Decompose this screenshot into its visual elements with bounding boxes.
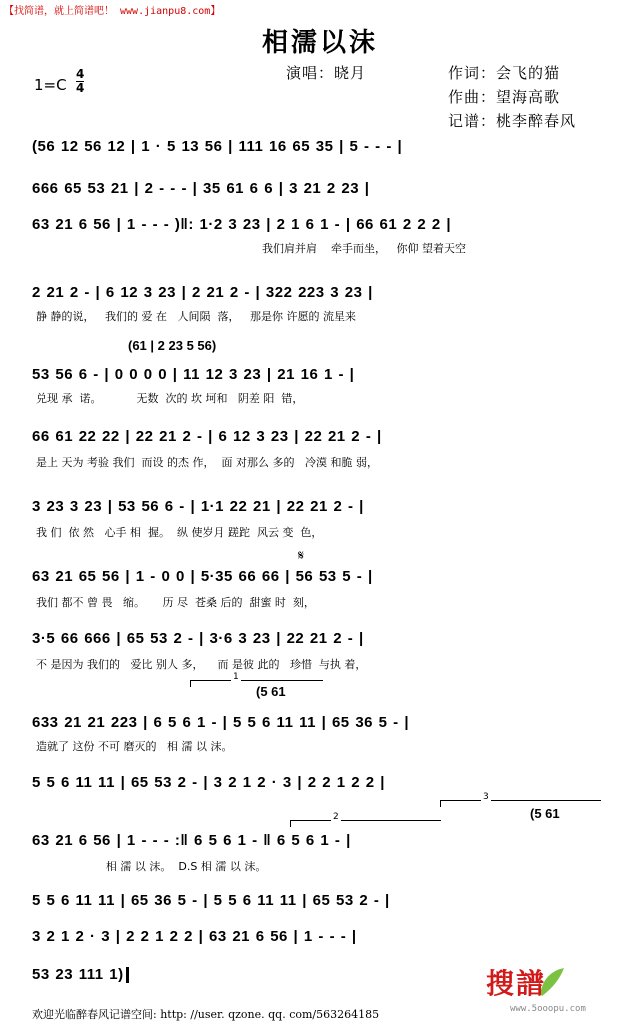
song-title: 相濡以沫 bbox=[261, 28, 378, 58]
lyric-line-9: 不 是因为 我们的 爱比 别人 多， 而 是彼 此的 珍惜 与执 着， bbox=[36, 658, 367, 671]
score-line-10 bbox=[32, 712, 608, 734]
volta-bracket-2 bbox=[290, 812, 441, 827]
key-signature: 1=C bbox=[34, 76, 67, 94]
notes: 3 23 3 23 | 53 56 6 - | 1·1 22 21 | 22 21 2 - | bbox=[32, 498, 364, 515]
score-line-2 bbox=[32, 178, 608, 200]
notes: (56 12 56 12 | 1 · 5 13 56 | 111 16 65 35 | 5 - - - | bbox=[32, 138, 403, 155]
time-sig-top: 4 bbox=[76, 67, 85, 81]
lyric-line-7: 我 们 依 然 心手 相 握。 纵 使岁月 蹉跎 风云 变 色， bbox=[36, 526, 323, 539]
score-line-6 bbox=[32, 426, 608, 448]
lyric-line-10: 造就了 这份 不可 磨灭的 相 濡 以 沫。 bbox=[36, 740, 233, 753]
score-line-15 bbox=[32, 964, 232, 986]
pickup-annotation: (61 | 2 23 5 56) bbox=[128, 338, 217, 353]
lyric-line-12: 相 濡 以 沫。 D.S 相 濡 以 沫。 bbox=[36, 860, 267, 873]
notes: 63 21 65 56 | 1 - 0 0 | 5·35 66 66 | 56 53 5 - | bbox=[32, 568, 373, 585]
pickup-annotation-3: (5 61 bbox=[530, 806, 560, 821]
notes: 3·5 66 666 | 65 53 2 - | 3·6 3 23 | 22 21 2 - | bbox=[32, 630, 364, 647]
score-line-7 bbox=[32, 496, 608, 518]
notes: 63 21 6 56 | 1 - - - )‖: 1·2 3 23 | 2 1 6 1 - | 66 61 2 2 2 | bbox=[32, 216, 452, 233]
volta-bracket-3 bbox=[440, 792, 601, 807]
lyric-line-5: 兑现 承 诺。 无数 次的 坎 坷和 阴差 阳 错， bbox=[36, 392, 304, 405]
notes: 5 5 6 11 11 | 65 53 2 - | 3 2 1 2 · 3 | 2 2 1 2 2 | bbox=[32, 774, 386, 791]
logo-text: 搜譜 bbox=[486, 967, 547, 1000]
score-line-3 bbox=[32, 214, 608, 236]
segno-icon: 𝄋 bbox=[298, 548, 305, 564]
footer-credit: 欢迎光临醉春风记谱空间: http: //user. qzone. qq. com/563264185 bbox=[32, 1008, 380, 1021]
lyric-line-6: 是上 天为 考验 我们 而设 的杰 作， 面 对那么 多的 冷漠 和脆 弱， bbox=[36, 456, 378, 469]
score-line-13 bbox=[32, 890, 608, 912]
composer-credit: 作曲：望海高歌 bbox=[448, 88, 561, 106]
score-line-8 bbox=[32, 566, 608, 588]
score-line-9 bbox=[32, 628, 608, 650]
lyricist-credit: 作词：会飞的猫 bbox=[448, 64, 561, 82]
volta-number: 3 bbox=[483, 792, 489, 802]
notes: 63 21 6 56 | 1 - - - :‖ 6 5 6 1 - ‖ 6 5 6 1 - | bbox=[32, 832, 351, 849]
notes: 3 2 1 2 · 3 | 2 2 1 2 2 | 63 21 6 56 | 1 - - - | bbox=[32, 928, 357, 945]
score-line-14 bbox=[32, 926, 608, 948]
notes: 53 23 111 1) bbox=[32, 966, 124, 983]
notes: 5 5 6 11 11 | 65 36 5 - | 5 5 6 11 11 | 65 53 2 - | bbox=[32, 892, 390, 909]
singer-credit: 演唱：晓月 bbox=[286, 64, 367, 82]
volta-number: 1 bbox=[233, 672, 239, 682]
notes: 633 21 21 223 | 6 5 6 1 - | 5 5 6 11 11 | 65 36 5 - | bbox=[32, 714, 410, 731]
score-line-12 bbox=[32, 830, 608, 852]
score-line-1 bbox=[32, 136, 608, 158]
lyric-line-8: 我们 都不 曾 畏 缩。 历 尽 苍桑 后的 甜蜜 时 刻， bbox=[36, 596, 315, 609]
score-line-5 bbox=[32, 364, 608, 386]
score-line-11 bbox=[32, 772, 608, 794]
volta-number: 2 bbox=[333, 812, 339, 822]
score-line-4 bbox=[32, 282, 608, 304]
pickup-annotation-2: (5 61 bbox=[256, 684, 286, 699]
time-signature bbox=[76, 68, 84, 95]
lyric-line-3: 我们肩并肩 牵手而坐， 你仰 望着天空 bbox=[262, 242, 466, 255]
final-barline bbox=[126, 967, 129, 983]
notes: 666 65 53 21 | 2 - - - | 35 61 6 6 | 3 21 2 23 | bbox=[32, 180, 370, 197]
notes: 53 56 6 - | 0 0 0 0 | 11 12 3 23 | 21 16 1 - | bbox=[32, 366, 355, 383]
logo-url[interactable]: www.5ooopu.com bbox=[510, 1004, 586, 1014]
time-sig-bottom: 4 bbox=[76, 81, 85, 95]
transcriber-credit: 记谱：桃李醉春风 bbox=[448, 112, 577, 130]
lyric-line-4: 静 静的说， 我们的 爱 在 人间陨 落， 那是你 许愿的 流星来 bbox=[36, 310, 356, 323]
site-link[interactable]: 【找简谱，就上简谱吧！ www.jianpu8.com】 bbox=[4, 6, 221, 17]
notes: 2 21 2 - | 6 12 3 23 | 2 21 2 - | 322 223 3 23 | bbox=[32, 284, 373, 301]
notes: 66 61 22 22 | 22 21 2 - | 6 12 3 23 | 22 21 2 - | bbox=[32, 428, 382, 445]
